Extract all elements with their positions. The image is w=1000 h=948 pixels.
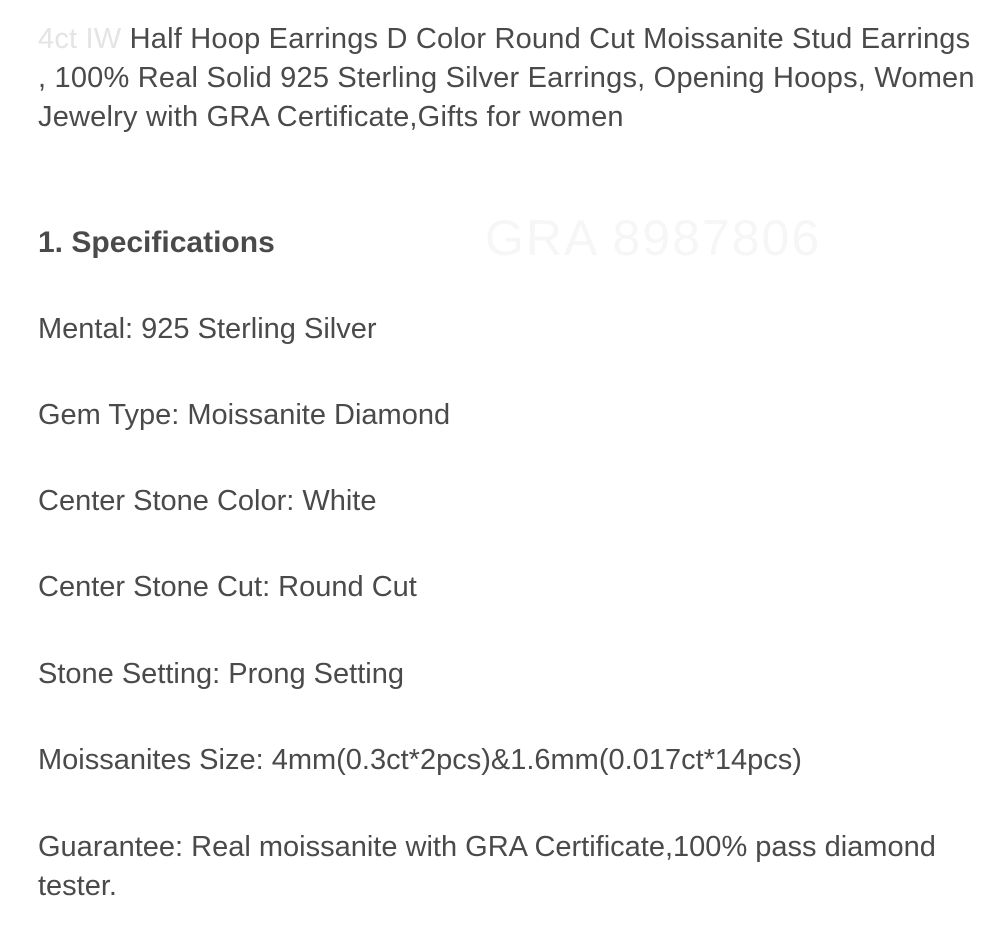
product-title-prefix: 4ct IW: [38, 23, 122, 55]
spec-metal: Mental: 925 Sterling Silver: [38, 313, 377, 345]
certificate-watermark: GRA 8987806: [485, 210, 822, 266]
spec-moissanite-size: Moissanites Size: 4mm(0.3ct*2pcs)&1.6mm(0.017ct*14pcs): [38, 744, 802, 776]
specifications-heading: 1. Specifications: [38, 226, 275, 259]
product-title-text: Half Hoop Earrings D Color Round Cut Moissanite Stud Earrings , 100% Real Solid 925 Sterling Silver Earrings, Opening Hoops, Women Jewelry with GRA Certificate,Gifts for women: [38, 23, 975, 133]
product-title: [38, 20, 978, 137]
spec-guarantee: Guarantee: Real moissanite with GRA Certificate,100% pass diamond tester.: [38, 831, 936, 902]
spec-gem-type: Gem Type: Moissanite Diamond: [38, 399, 451, 431]
spec-center-stone-cut: Center Stone Cut: Round Cut: [38, 571, 417, 603]
spec-center-stone-color: Center Stone Color: White: [38, 485, 377, 517]
spec-stone-setting: Stone Setting: Prong Setting: [38, 658, 404, 690]
product-description: [38, 20, 978, 902]
